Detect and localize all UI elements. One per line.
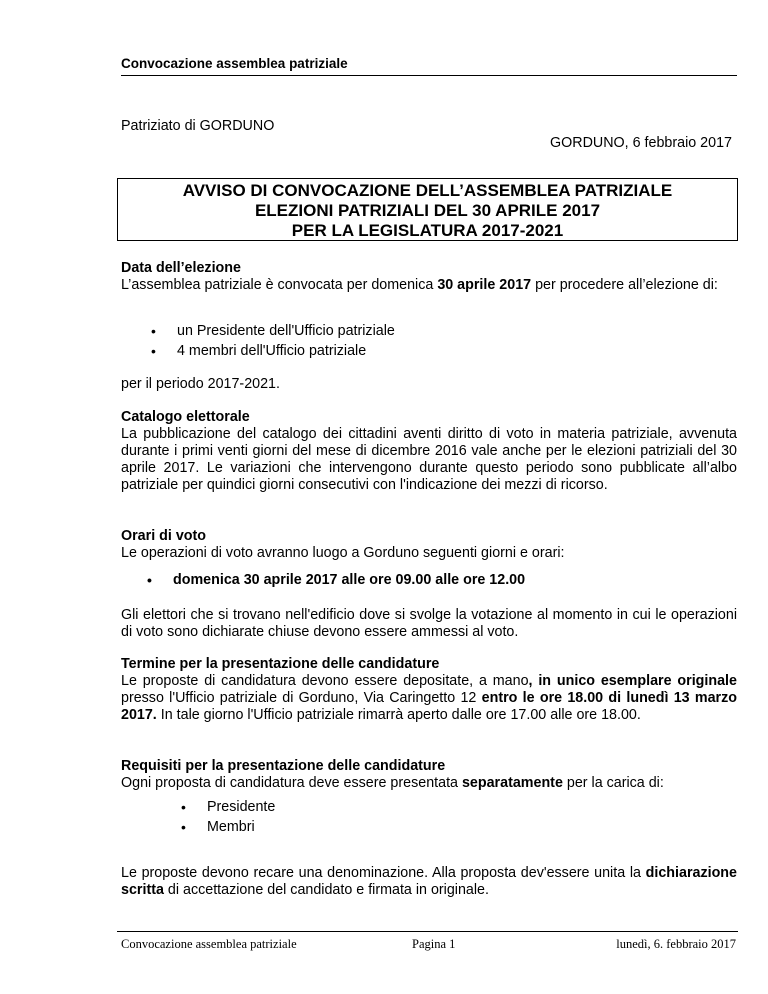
list-item: • Presidente: [181, 797, 275, 817]
election-text: L’assemblea patriziale è convocata per domenica 30 aprile 2017 per procedere all’elezione di:: [121, 277, 718, 293]
deadline-text: Le proposte di candidatura devono essere depositate, a mano, in unico esemplare originale presso l'Ufficio patriziale di Gorduno, Via Caringetto 12 entro le ore 18.00 di lunedì 13 marzo 2017. In tale giorno l'Ufficio patriziale rimarrà aperto dalle ore 17.00 alle ore 18.00.: [121, 673, 738, 723]
hours-title: Orari di voto: [121, 528, 206, 544]
election-period: per il periodo 2017-2021.: [121, 376, 280, 392]
footer-rule: [117, 931, 738, 932]
list-item: • 4 membri dell'Ufficio patriziale: [151, 341, 395, 361]
requirements-text: Ogni proposta di candidatura deve essere presentata separatamente per la carica di:: [121, 775, 664, 791]
catalog-text: La pubblicazione del catalogo dei cittadini aventi diritto di voto in materia patriziale, avvenuta durante i primi venti giorni del mese di dicembre 2016 vale anche per le elezioni patriziali del 30 aprile 2017. Le variazioni che intervengono durante questo periodo sono pubblicate all’albo patriziale per quindici giorni consecutivi con l'indicazione dei mezzi di ricorso.: [121, 426, 737, 493]
sender: Patriziato di GORDUNO: [121, 118, 275, 134]
deadline-title: Termine per la presentazione delle candidature: [121, 656, 440, 672]
requirements-title: Requisiti per la presentazione delle candidature: [121, 758, 446, 774]
notice-line-2: ELEZIONI PATRIZIALI DEL 30 APRILE 2017: [254, 201, 601, 220]
footer-page: Pagina 1: [412, 937, 456, 951]
hours-section: [121, 528, 737, 562]
page-header: Convocazione assemblea patriziale: [121, 56, 737, 76]
catalog-title: Catalogo elettorale: [121, 409, 250, 425]
hours-note: Gli elettori che si trovano nell'edificio dove si svolge la votazione al momento in cui le operazioni di voto sono dichiarate chiuse devono essere ammessi al voto.: [121, 607, 737, 640]
notice-line-1: AVVISO DI CONVOCAZIONE DELL’ASSEMBLEA PATRIZIALE: [182, 181, 673, 200]
requirements-paragraph: Le proposte devono recare una denominazione. Alla proposta dev'essere unita la dichiarazione scritta di accettazione del candidato e firmata in originale.: [121, 865, 737, 898]
election-date: 30 aprile 2017: [437, 277, 532, 293]
requirements-list: [181, 797, 275, 837]
election-section: [121, 260, 737, 294]
list-item: • Membri: [181, 817, 275, 837]
hours-text: Le operazioni di voto avranno luogo a Gorduno seguenti giorni e orari:: [121, 545, 565, 561]
election-list: [151, 321, 395, 361]
list-item: • un Presidente dell'Ufficio patriziale: [151, 321, 395, 341]
notice-line-3: PER LA LEGISLATURA 2017-2021: [291, 221, 564, 240]
deadline-section: [121, 656, 737, 724]
hours-list: [147, 570, 525, 590]
catalog-section: [121, 409, 737, 494]
footer-date: lunedì, 6. febbraio 2017: [616, 937, 736, 951]
notice-box: [117, 178, 738, 241]
list-item: • domenica 30 aprile 2017 alle ore 09.00 alle ore 12.00: [147, 570, 525, 590]
footer-title: Convocazione assemblea patriziale: [121, 937, 297, 951]
requirements-section: [121, 758, 737, 792]
election-title: Data dell’elezione: [121, 260, 241, 276]
place-date: GORDUNO, 6 febbraio 2017: [550, 135, 732, 151]
